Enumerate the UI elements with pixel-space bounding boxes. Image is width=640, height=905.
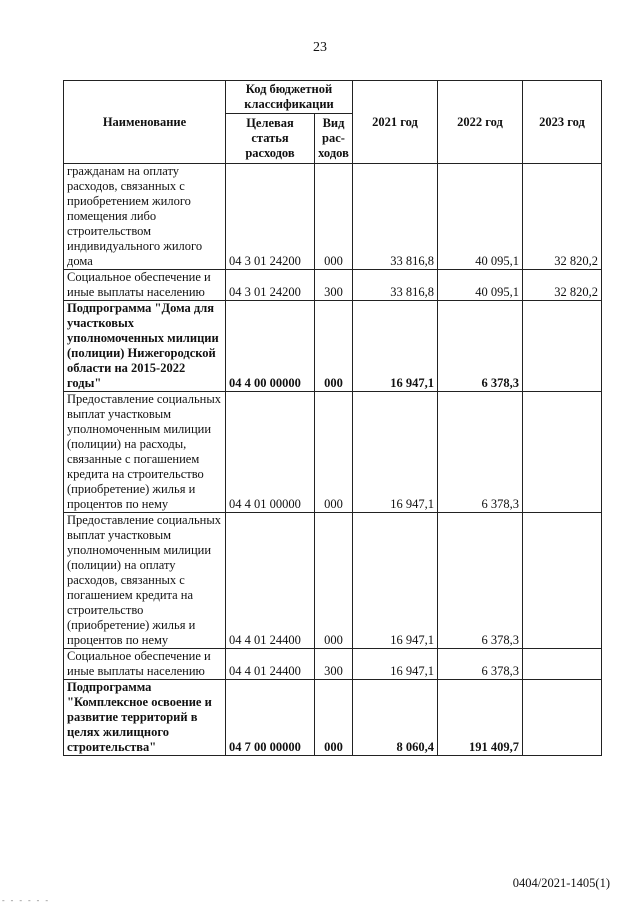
cell-name: Подпрограмма "Дома для участковых уполномоченных милиции (полиции) Нижегородской области на 2015-2022 годы" — [64, 301, 226, 392]
header-year-2021: 2021 год — [353, 81, 438, 164]
header-budget-code: Код бюджетной классификации — [226, 81, 353, 114]
cell-year-2022: 40 095,1 — [438, 164, 523, 270]
header-expense-kind: Вид рас-ходов — [315, 114, 353, 164]
cell-target-article: 04 4 01 24400 — [226, 513, 315, 649]
cell-year-2022: 6 378,3 — [438, 513, 523, 649]
cell-name: гражданам на оплату расходов, связанных с приобретением жилого помещения либо строительством индивидуального жилого дома — [64, 164, 226, 270]
page-number: 23 — [313, 40, 327, 55]
cell-year-2023 — [523, 680, 602, 756]
scan-edge-marks: - - - - - - — [2, 896, 50, 905]
cell-target-article: 04 4 01 24400 — [226, 649, 315, 680]
cell-name: Подпрограмма "Комплексное освоение и развитие территорий в целях жилищного строительства" — [64, 680, 226, 756]
cell-expense-kind: 300 — [315, 649, 353, 680]
cell-target-article: 04 3 01 24200 — [226, 270, 315, 301]
header-name: Наименование — [64, 81, 226, 164]
header-year-2023: 2023 год — [523, 81, 602, 164]
cell-year-2023: 32 820,2 — [523, 270, 602, 301]
cell-year-2021: 33 816,8 — [353, 164, 438, 270]
cell-year-2021: 33 816,8 — [353, 270, 438, 301]
cell-target-article: 04 4 00 00000 — [226, 301, 315, 392]
cell-year-2021: 16 947,1 — [353, 392, 438, 513]
cell-expense-kind: 000 — [315, 680, 353, 756]
table-row — [64, 392, 602, 513]
table-row — [64, 513, 602, 649]
cell-expense-kind: 000 — [315, 392, 353, 513]
cell-name: Предоставление социальных выплат участковым уполномоченным милиции (полиции) на расходы, связанные с погашением кредита на строительство (приобретение) жилья и процентов по нему — [64, 392, 226, 513]
table-row — [64, 301, 602, 392]
cell-year-2021: 16 947,1 — [353, 513, 438, 649]
cell-year-2023 — [523, 301, 602, 392]
cell-expense-kind: 000 — [315, 164, 353, 270]
table-row — [64, 164, 602, 270]
cell-year-2022: 6 378,3 — [438, 649, 523, 680]
cell-year-2022: 40 095,1 — [438, 270, 523, 301]
header-year-2022: 2022 год — [438, 81, 523, 164]
cell-year-2022: 6 378,3 — [438, 392, 523, 513]
cell-expense-kind: 300 — [315, 270, 353, 301]
table-row — [64, 680, 602, 756]
header-target-article: Целевая статья расходов — [226, 114, 315, 164]
cell-year-2021: 16 947,1 — [353, 301, 438, 392]
document-code: 0404/2021-1405(1) — [512, 876, 610, 890]
cell-expense-kind: 000 — [315, 513, 353, 649]
cell-year-2022: 191 409,7 — [438, 680, 523, 756]
cell-expense-kind: 000 — [315, 301, 353, 392]
cell-year-2021: 8 060,4 — [353, 680, 438, 756]
cell-year-2021: 16 947,1 — [353, 649, 438, 680]
cell-year-2023 — [523, 513, 602, 649]
cell-name: Предоставление социальных выплат участковым уполномоченным милиции (полиции) на оплату расходов, связанных с погашением кредита на строительство (приобретение) жилья и процентов по нему — [64, 513, 226, 649]
cell-target-article: 04 7 00 00000 — [226, 680, 315, 756]
cell-year-2023 — [523, 392, 602, 513]
table-body — [64, 164, 602, 756]
cell-target-article: 04 3 01 24200 — [226, 164, 315, 270]
table-row — [64, 270, 602, 301]
cell-name: Социальное обеспечение и иные выплаты населению — [64, 270, 226, 301]
cell-year-2023 — [523, 649, 602, 680]
cell-year-2023: 32 820,2 — [523, 164, 602, 270]
cell-name: Социальное обеспечение и иные выплаты населению — [64, 649, 226, 680]
table-row — [64, 649, 602, 680]
cell-year-2022: 6 378,3 — [438, 301, 523, 392]
budget-table — [63, 80, 602, 756]
cell-target-article: 04 4 01 00000 — [226, 392, 315, 513]
